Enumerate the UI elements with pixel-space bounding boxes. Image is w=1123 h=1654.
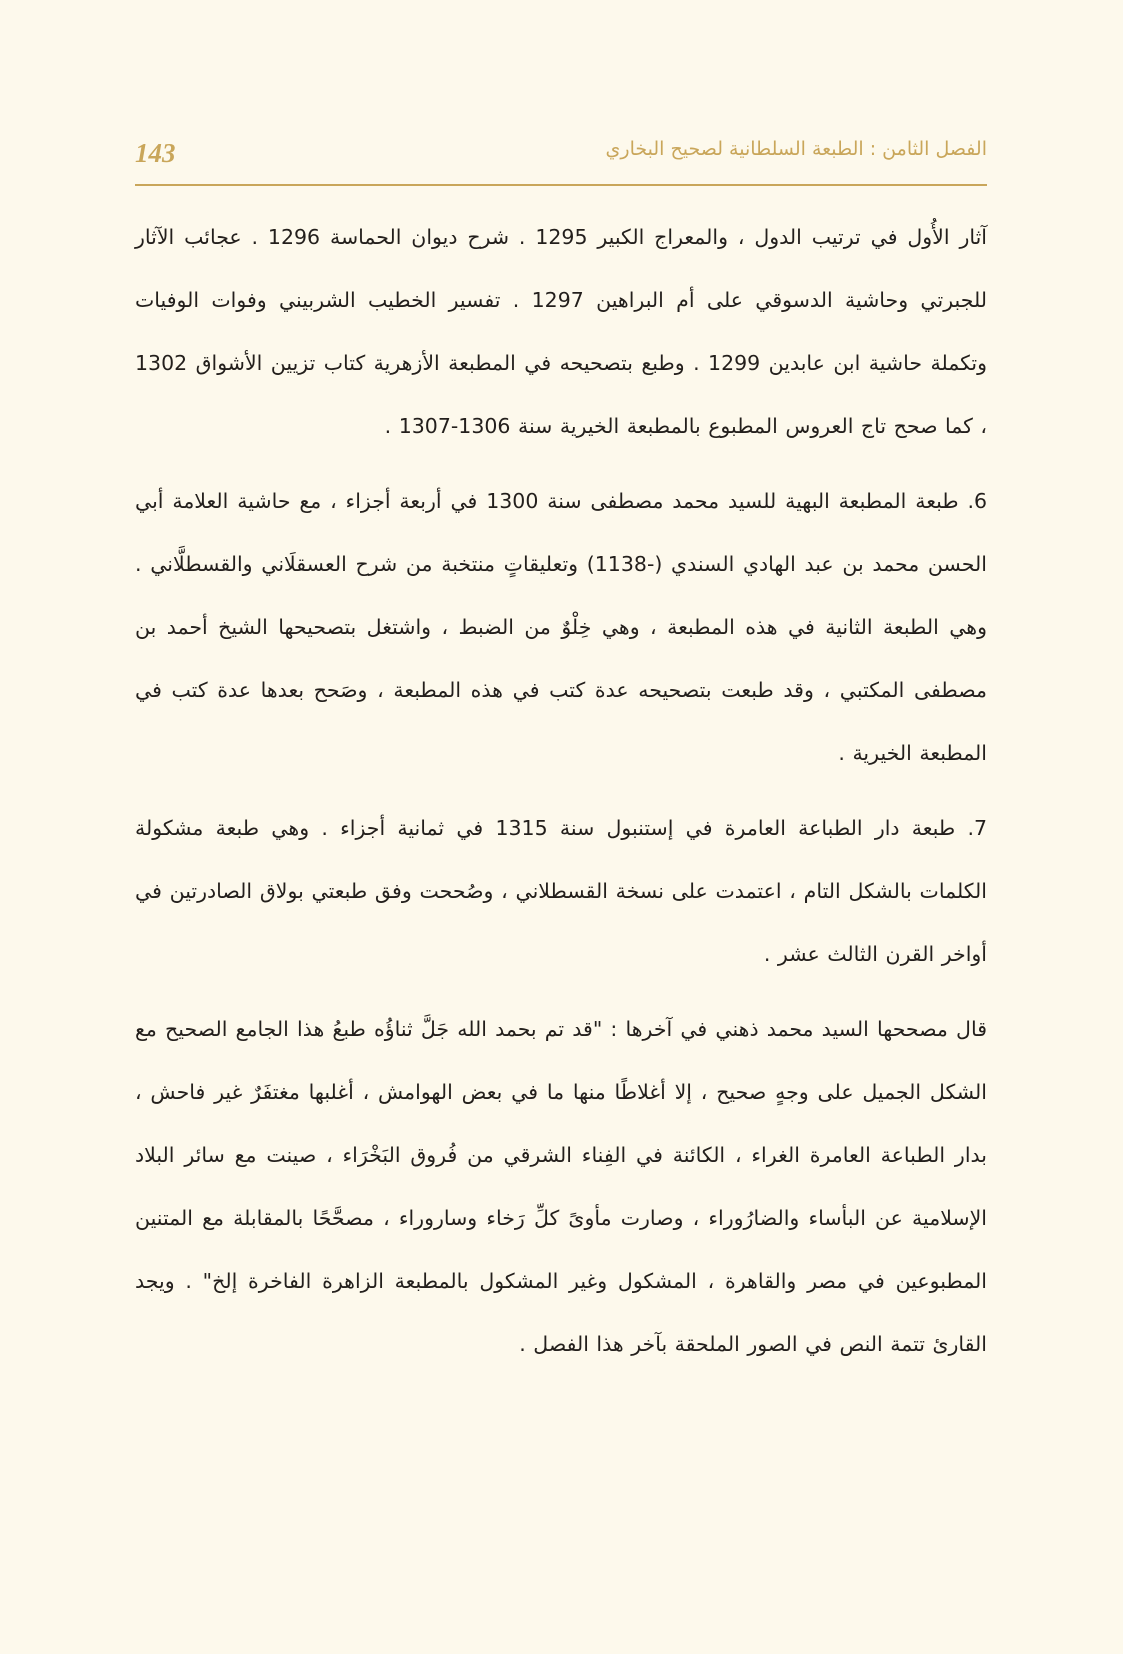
paragraph-continuation: آثار الأُول في ترتيب الدول ، والمعراج الكبير 1295 . شرح ديوان الحماسة 1296 . عجائب الآثار للجبرتي وحاشية الدسوقي على أم البراهين 1297 . تفسير الخطيب الشربيني وفوات الوفيات وتكملة حاشية ابن عابدين 1299 . وطبع بتصحيحه في المطبعة الأزهرية كتاب تزيين الأشواق 1302 ، كما صحح تاج العروس المطبوع بالمطبعة الخيرية سنة 1306-1307 .	[135, 225, 988, 438]
paragraph-item-7: 7. طبعة دار الطباعة العامرة في إستنبول سنة 1315 في ثمانية أجزاء . وهي طبعة مشكولة الكلمات بالشكل التام ، اعتمدت على نسخة القسطلاني ، وصُححت وفق طبعتي بولاق الصادرتين في أواخر القرن الثالث عشر .	[135, 816, 988, 966]
body-text	[135, 206, 987, 1388]
running-title: الفصل الثامن : الطبعة السلطانية لصحيح البخاري	[605, 138, 987, 160]
paragraph-item-6: 6. طبعة المطبعة البهية للسيد محمد مصطفى سنة 1300 في أربعة أجزاء ، مع حاشية العلامة أبي الحسن محمد بن عبد الهادي السندي (-1138) وتعليقاتٍ منتخبة من شرح العسقلَاني والقسطلَّاني . وهي الطبعة الثانية في هذه المطبعة ، وهي خِلْوٌ من الضبط ، واشتغل بتصحيحها الشيخ أحمد بن مصطفى المكتبي ، وقد طبعت بتصحيحه عدة كتب في هذه المطبعة ، وصَحح بعدها عدة كتب في المطبعة الخيرية .	[135, 489, 988, 765]
page-number: 143	[135, 138, 176, 168]
paragraph-quote: قال مصححها السيد محمد ذهني في آخرها : "قد تم بحمد الله جَلَّ ثناؤُه طبعُ هذا الجامع الصحيح مع الشكل الجميل على وجهٍ صحيح ، إلا أغلاطًا منها ما في بعض الهوامش ، أغلبها مغتفَرٌ غير فاحش ، بدار الطباعة العامرة الغراء ، الكائنة في الفِناء الشرقي من فُروق البَخْرَاء ، صينت مع سائر البلاد الإسلامية عن البأساء والضارُوراء ، وصارت مأوىً كلِّ رَخاء وساروراء ، مصحَّحًا بالمقابلة مع المتنين المطبوعين في مصر والقاهرة ، المشكول وغير المشكول بالمطبعة الزاهرة الفاخرة إلخ" . ويجد القارئ تتمة النص في الصور الملحقة بآخر هذا الفصل .	[135, 1017, 987, 1356]
page-header	[135, 134, 987, 186]
